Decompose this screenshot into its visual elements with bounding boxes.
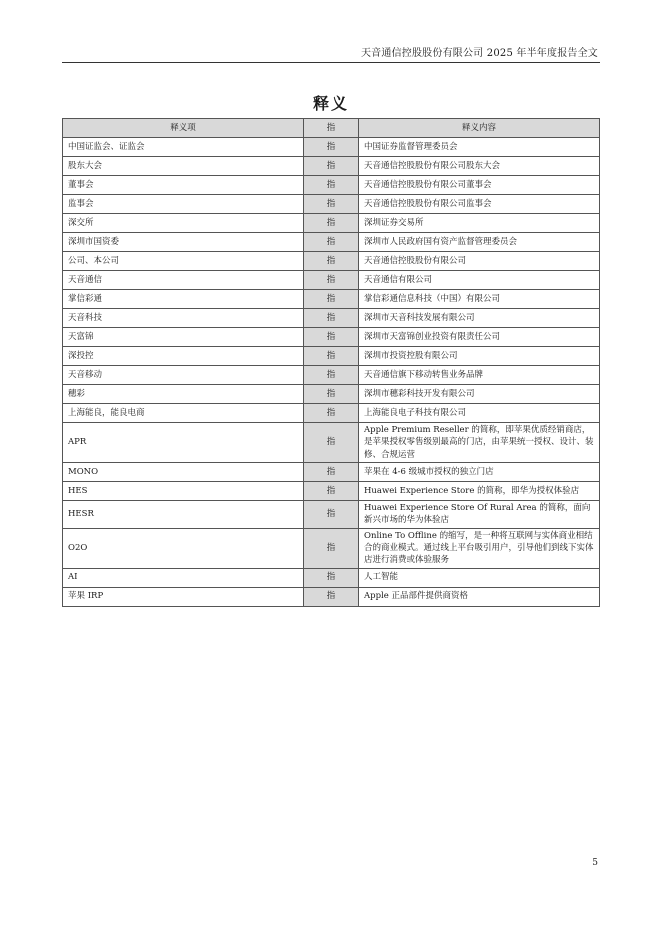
ref-cell: 指 <box>304 328 359 347</box>
table-row <box>63 404 600 423</box>
column-header-definition: 释义内容 <box>359 119 600 138</box>
ref-cell: 指 <box>304 157 359 176</box>
table-row <box>63 290 600 309</box>
ref-cell: 指 <box>304 309 359 328</box>
term-cell: 董事会 <box>63 176 304 195</box>
term-cell: HESR <box>63 500 304 528</box>
table-row <box>63 328 600 347</box>
term-cell: 深交所 <box>63 214 304 233</box>
term-cell: 天音移动 <box>63 366 304 385</box>
table-row <box>63 195 600 214</box>
ref-cell: 指 <box>304 462 359 481</box>
page-number: 5 <box>592 858 598 868</box>
definition-cell: 深圳市天音科技发展有限公司 <box>359 309 600 328</box>
ref-cell: 指 <box>304 423 359 463</box>
column-header-ref: 指 <box>304 119 359 138</box>
term-cell: 天富锦 <box>63 328 304 347</box>
term-cell: 穗彩 <box>63 385 304 404</box>
definition-cell: 深圳市投资控股有限公司 <box>359 347 600 366</box>
definition-cell: 深圳市人民政府国有资产监督管理委员会 <box>359 233 600 252</box>
definition-cell: Apple 正品部件提供商资格 <box>359 587 600 606</box>
definition-cell: 掌信彩通信息科技（中国）有限公司 <box>359 290 600 309</box>
term-cell: O2O <box>63 528 304 568</box>
ref-cell: 指 <box>304 290 359 309</box>
table-row <box>63 138 600 157</box>
term-cell: AI <box>63 568 304 587</box>
table-row <box>63 347 600 366</box>
table-header-row <box>63 119 600 138</box>
table-row <box>63 481 600 500</box>
term-cell: MONO <box>63 462 304 481</box>
table-row <box>63 176 600 195</box>
table-row <box>63 214 600 233</box>
term-cell: 深圳市国资委 <box>63 233 304 252</box>
definition-cell: 天音通信控股股份有限公司董事会 <box>359 176 600 195</box>
term-cell: 股东大会 <box>63 157 304 176</box>
definition-cell: 中国证券监督管理委员会 <box>359 138 600 157</box>
definition-cell: Huawei Experience Store Of Rural Area 的简称，面向新兴市场的华为体验店 <box>359 500 600 528</box>
table-row <box>63 366 600 385</box>
table-row <box>63 462 600 481</box>
table-row <box>63 423 600 463</box>
table-row <box>63 309 600 328</box>
ref-cell: 指 <box>304 568 359 587</box>
definition-cell: 天音通信旗下移动转售业务品牌 <box>359 366 600 385</box>
ref-cell: 指 <box>304 500 359 528</box>
term-cell: 掌信彩通 <box>63 290 304 309</box>
table-row <box>63 568 600 587</box>
ref-cell: 指 <box>304 404 359 423</box>
term-cell: 深投控 <box>63 347 304 366</box>
ref-cell: 指 <box>304 385 359 404</box>
term-cell: HES <box>63 481 304 500</box>
ref-cell: 指 <box>304 195 359 214</box>
term-cell: 天音通信 <box>63 271 304 290</box>
definition-cell: 人工智能 <box>359 568 600 587</box>
column-header-term: 释义项 <box>63 119 304 138</box>
table-row <box>63 271 600 290</box>
term-cell: APR <box>63 423 304 463</box>
term-cell: 中国证监会、证监会 <box>63 138 304 157</box>
header-rule <box>62 62 600 63</box>
definition-cell: Online To Offline 的缩写，是一种将互联网与实体商业相结合的商业模式。通过线上平台吸引用户，引导他们到线下实体店进行消费或体验服务 <box>359 528 600 568</box>
term-cell: 公司、本公司 <box>63 252 304 271</box>
table-row <box>63 157 600 176</box>
definition-cell: 上海能良电子科技有限公司 <box>359 404 600 423</box>
definitions-table <box>62 118 600 607</box>
ref-cell: 指 <box>304 252 359 271</box>
table-row <box>63 252 600 271</box>
table-row <box>63 587 600 606</box>
ref-cell: 指 <box>304 481 359 500</box>
definition-cell: 深圳证券交易所 <box>359 214 600 233</box>
ref-cell: 指 <box>304 138 359 157</box>
ref-cell: 指 <box>304 587 359 606</box>
table-row <box>63 385 600 404</box>
definition-cell: 深圳市天富锦创业投资有限责任公司 <box>359 328 600 347</box>
ref-cell: 指 <box>304 233 359 252</box>
ref-cell: 指 <box>304 347 359 366</box>
ref-cell: 指 <box>304 528 359 568</box>
ref-cell: 指 <box>304 271 359 290</box>
definition-cell: Huawei Experience Store 的简称，即华为授权体验店 <box>359 481 600 500</box>
table-row <box>63 528 600 568</box>
term-cell: 监事会 <box>63 195 304 214</box>
table-row <box>63 500 600 528</box>
ref-cell: 指 <box>304 176 359 195</box>
term-cell: 天音科技 <box>63 309 304 328</box>
ref-cell: 指 <box>304 214 359 233</box>
section-title: 释义 <box>312 94 349 113</box>
ref-cell: 指 <box>304 366 359 385</box>
table-row <box>63 233 600 252</box>
definition-cell: 天音通信控股股份有限公司 <box>359 252 600 271</box>
term-cell: 苹果 IRP <box>63 587 304 606</box>
term-cell: 上海能良，能良电商 <box>63 404 304 423</box>
definition-cell: 深圳市穗彩科技开发有限公司 <box>359 385 600 404</box>
definition-cell: 天音通信有限公司 <box>359 271 600 290</box>
definition-cell: 苹果在 4-6 级城市授权的独立门店 <box>359 462 600 481</box>
definition-cell: Apple Premium Reseller 的简称，即苹果优质经销商店，是苹果授权零售级别最高的门店，由苹果统一授权、设计、装修、合规运营 <box>359 423 600 463</box>
definition-cell: 天音通信控股股份有限公司股东大会 <box>359 157 600 176</box>
definition-cell: 天音通信控股股份有限公司监事会 <box>359 195 600 214</box>
page-header: 天音通信控股股份有限公司 2025 年半年度报告全文 <box>360 48 598 59</box>
